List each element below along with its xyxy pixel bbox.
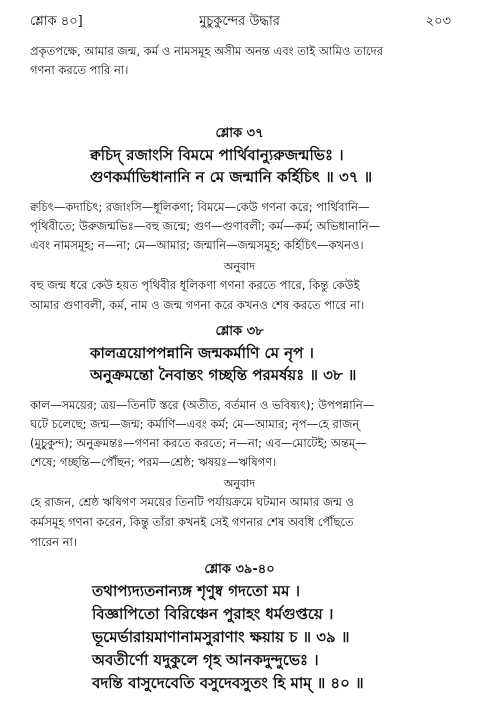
word-for-word-gloss xyxy=(30,198,450,255)
translation-line: হে রাজন, শ্রেষ্ঠ ঋষিগণ সময়ের তিনটি পর্যায়ক্রমে ঘটমান আমার জন্ম ও xyxy=(30,495,354,509)
sanskrit-verse-line: বিজ্ঞাপিতো বিরিঞ্চেন পুরাহং ধর্মগুপ্তয়ে । xyxy=(92,605,334,623)
header-chapter-title: মুচুকুন্দের উদ্ধার xyxy=(199,14,280,29)
header-page-number: ২০৩ xyxy=(425,14,451,29)
gloss-line: (মুচুকুন্দ); অনুক্রমন্তঃ—গণনা করতে করতে; ন—না; এব—মোটেই; অন্তম্— xyxy=(30,436,367,450)
translation-line: বহু জন্ম ধরে কেউ হয়ত পৃথিবীর ধূলিকণা গণনা করতে পারে, কিন্তু কেউই xyxy=(30,278,360,292)
translation-label: অনুবাদ xyxy=(223,477,256,490)
gloss-line: এবং নামসমূহ; ন—না; মে—আমার; জন্মানি—জন্মসমূহ; কর্হিচিৎ—কখনও। xyxy=(30,238,364,252)
translation-line: আমার গুণাবলী, কর্ম, নাম ও জন্ম গণনা করে কখনও শেষ করতে পারে না। xyxy=(30,298,365,312)
verse-number-heading: শ্লোক ৩৭ xyxy=(215,126,264,141)
gloss-line: ক্বচিৎ—কদাচিৎ; রজাংসি—ধূলিকণা; বিমমে—কেউ গণনা করে; পার্থিবানি— xyxy=(30,200,370,214)
sanskrit-verse-line: অবতীর্ণো যদুকুলে গৃহ আনকদুন্দুভেঃ । xyxy=(92,651,319,669)
intro-line: গণনা করতে পারি না। xyxy=(30,63,129,77)
sanskrit-verse-line: ভূমের্ভারায়মাণানামসুরাণাং ক্ষয়ায় চ ॥ ৩৯ ॥ xyxy=(92,628,350,646)
translation-line: পারেন না। xyxy=(30,535,77,549)
word-for-word-gloss xyxy=(30,396,450,472)
sanskrit-verse-line: কালত্রয়োপপন্নানি জন্মকর্মাণি মে নৃপ । xyxy=(90,344,314,362)
gloss-line: কাল—সময়ের; ত্রয়—তিনটি স্তরে (অতীত, বর্তমান ও ভবিষ্যৎ); উপপন্নানি— xyxy=(30,398,375,412)
gloss-line: পৃথিবীতে; উরুজন্মভিঃ—বহু জন্মে; গুণ—গুণাবলী; কর্ম—কর্ম; অভিধানানি— xyxy=(30,219,381,233)
gloss-line: শেষে; গচ্ছন্তি—পৌঁছন; পরম—শ্রেষ্ঠ; ঋষয়ঃ—ঋষিগণ। xyxy=(30,455,277,469)
sanskrit-verse-line: বদন্তি বাসুদেবেতি বসুদেবসুতং হি মাম্ ॥ ৪০ ॥ xyxy=(92,674,364,692)
sanskrit-verse-line: গুণকর্মাভিধানানি ন মে জন্মানি কর্হিচিৎ ॥ ৩৭ ॥ xyxy=(90,168,373,186)
translation-paragraph xyxy=(30,275,450,315)
verse-number-heading: শ্লোক ৩৯-৪০ xyxy=(204,562,275,577)
verse-number-heading: শ্লোক ৩৮ xyxy=(215,324,264,339)
sanskrit-verse-line: অনুক্রমন্তো নৈবান্তং গচ্ছন্তি পরমর্ষয়ঃ ॥ ৩৮ ॥ xyxy=(90,366,357,384)
header-verse-ref: শ্লোক ৪০] xyxy=(30,14,83,29)
gloss-line: ঘটে চলেছে; জন্ম—জন্ম; কর্মাণি—এবং কর্ম; মে—আমার; নৃপ—হে রাজন্ xyxy=(30,417,360,431)
translation-line: কর্মসমূহ গণনা করেন, কিন্তু তাঁরা কখনই সেই গণনার শেষ অবধি পৌঁছতে xyxy=(30,515,354,529)
translation-label: অনুবাদ xyxy=(223,260,256,273)
sanskrit-verse-line: তথাপ্যদ্যতনান্যঙ্গ শৃণুষ্ব গদতো মম । xyxy=(92,582,301,600)
sanskrit-verse-line: ক্বচিদ্ রজাংসি বিমমে পার্থিবান্যুরুজন্মভিঃ । xyxy=(90,146,344,164)
intro-paragraph xyxy=(30,42,450,80)
running-header xyxy=(0,12,479,32)
translation-paragraph xyxy=(30,492,450,552)
intro-line: প্রকৃতপক্ষে, আমার জন্ম, কর্ম ও নামসমূহ অসীম অনন্ত এবং তাই আমিও তাদের xyxy=(30,44,384,58)
